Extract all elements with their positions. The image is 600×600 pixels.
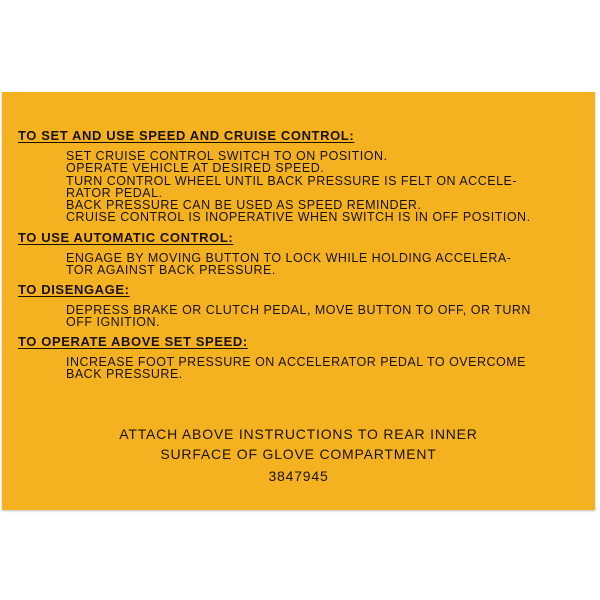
instruction-line: INCREASE FOOT PRESSURE ON ACCELERATOR PEDAL TO OVERCOME: [66, 355, 527, 369]
instruction-line: DEPRESS BRAKE OR CLUTCH PEDAL, MOVE BUTTON TO OFF, OR TURN: [66, 303, 531, 317]
section-title-speed-cruise: TO SET AND USE SPEED AND CRUISE CONTROL:: [18, 128, 355, 143]
part-number: 3847945: [268, 468, 329, 484]
instruction-line: CRUISE CONTROL IS INOPERATIVE WHEN SWITCH IS IN OFF POSITION.: [66, 210, 531, 224]
footer-glove-compartment: SURFACE OF GLOVE COMPARTMENT: [160, 446, 437, 462]
instruction-line: TOR AGAINST BACK PRESSURE.: [66, 263, 276, 277]
instruction-line: OFF IGNITION.: [66, 315, 160, 329]
section-title-disengage: TO DISENGAGE:: [18, 282, 130, 297]
instruction-card: [2, 92, 595, 510]
instruction-line: TURN CONTROL WHEEL UNTIL BACK PRESSURE IS FELT ON ACCELE-: [66, 174, 518, 188]
instruction-line: SET CRUISE CONTROL SWITCH TO ON POSITION.: [66, 149, 388, 163]
footer-attach-instructions: ATTACH ABOVE INSTRUCTIONS TO REAR INNER: [119, 426, 478, 442]
instruction-line: ENGAGE BY MOVING BUTTON TO LOCK WHILE HOLDING ACCELERA-: [66, 251, 512, 265]
section-title-above-set-speed: TO OPERATE ABOVE SET SPEED:: [18, 334, 248, 349]
instruction-line: BACK PRESSURE CAN BE USED AS SPEED REMINDER.: [66, 198, 422, 212]
section-title-automatic-control: TO USE AUTOMATIC CONTROL:: [18, 230, 234, 245]
instruction-line: BACK PRESSURE.: [66, 367, 183, 381]
instruction-line: RATOR PEDAL.: [66, 186, 163, 200]
instruction-line: OPERATE VEHICLE AT DESIRED SPEED.: [66, 161, 325, 175]
